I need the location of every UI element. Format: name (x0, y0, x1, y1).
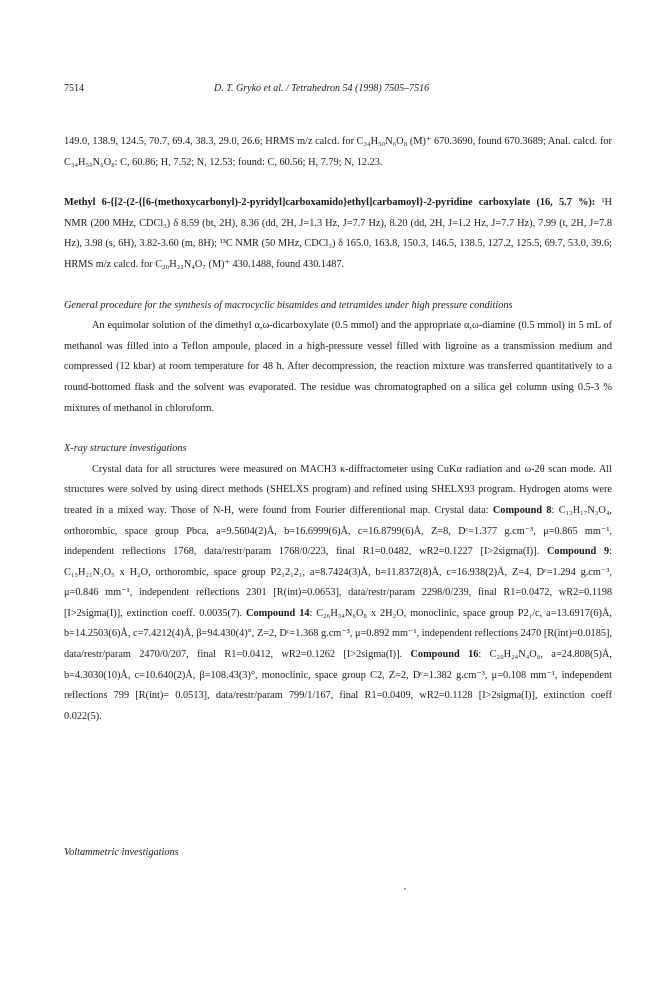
xray-heading: X-ray structure investigations (64, 443, 187, 455)
general-procedure-paragraph: An equimolar solution of the dimethyl α,ω-dicarboxylate (0.5 mmol) and the appropriate α,ω-diamine (0.5 mmol) in 5 mL of methanol was filled into a Teflon ampoule, placed in a high-pressure vessel filled with ligroine as a transmission medium and compressed (12 kbar) at room temperature for 48 h. After decompression, the reaction mixture was transferred quantitatively to a round-bottomed flask and the solvent was evaporated. The residue was chromatographed on a silica gel column using 0.5-3 % mixtures of methanol in chloroform. (64, 320, 612, 414)
voltammetric-heading: Voltammetric investigations (64, 847, 179, 859)
compound-data: ¹H NMR (200 MHz, CDCl₃) δ 8.59 (bt, 2H), 8.36 (dd, 2H, J=1.3 Hz, J=7.7 Hz), 8.20 (dd, 2H, J=1.2 Hz, J=7.7 Hz), 7.99 (t, 2H, J=7.8 Hz), 3.98 (s, 6H), 3.82-3.60 (m, 8H); ¹³C NMR (50 MHz, CDCl₃) δ 165.0, 163.8, 150.3, 146.5, 138.5, 127.2, 125.5, 69.7, 53.0, 39.6; HRMS m/z calcd. for C₂₀H₂₂N₄O₇ (M)⁺ 430.1488, found 430.1487. (64, 197, 612, 270)
compound-16-data: : C₂₀H₂₄N₄O₈, a=24.808(5)Å, b=4.3030(10)Å, c=10.640(2)Å, β=108.43(3)°, monoclinic, space group C2, Z=2, Dᶜ=1.382 g.cm⁻³, μ=0.108 mm⁻¹, independent reflections 799 [R(int)= 0.0513], data/restr/param 799/1/167, final R1=0.0409, wR2=0.1128 [I>2sigma(I)], extinction coeff 0.022(5). (64, 649, 612, 722)
xray-paragraph (64, 460, 612, 728)
page-header (64, 83, 612, 99)
compound-9-data: : C₁₅H₂₁N₃O₅ x H₂O, orthorombic, space group P2₁2₁2₁, a=8.7424(3)Å, b=11.8372(8)Å, c=16.938(2)Å, Z=4, Dᶜ=1.294 g.cm⁻³, μ=0.846 mm⁻¹, independent reflections 2301 [R(int)=0.0653], data/restr/param 2298/0/239, final R1=0.0472, wR2=0.1198 [I>2sigma(I)], extinction coeff. 0.0035(7). (64, 546, 612, 619)
compound-14-label: Compound 14 (246, 607, 310, 619)
running-title: D. T. Gryko et al. / Tetrahedron 54 (1998) 7505–7516 (214, 83, 430, 94)
compound-8-data: : C₁₃H₁₇N₃O₄, orthorombic, space group Pbca, a=9.5604(2)Å, b=16.6999(6)Å, c=16.8799(6)Å, Z=8, Dᶜ=1.377 g.cm⁻³, μ=0.865 mm⁻¹, independent reflections 1768, data/restr/param 1768/0/223, final R1=0.0482, wR2=0.1227 [I>2sigma(I)]. (64, 504, 612, 558)
compound-8-label: Compound 8 (492, 504, 552, 516)
continued-paragraph: 149.0, 138.9, 124.5, 70.7, 69.4, 38.3, 29.0, 26.6; HRMS m/z calcd. for C₃₄H₅₀N₆O₈ (M)⁺ 670.3690, found 670.3689; Anal. calcd. for C₃₄H₅₀N₆O₈: C, 60.86; H, 7.52; N, 12.53; found: C, 60.56; H, 7.79; N, 12.23. (64, 136, 612, 168)
page-number: 7514 (64, 83, 84, 94)
xray-intro: Crystal data for all structures were measured on MACH3 κ-diffractometer using CuKα radiation and ω-2θ scan mode. All structures were solved by using direct methods (SHELXS program) and refined using SHELX93 program. Hydrogen atoms were treated in a mixed way. Those of N-H, were found from Fourier differentional map. Crystal data: (64, 463, 612, 516)
compound-9-label: Compound 9 (546, 546, 610, 558)
stray-mark (404, 888, 406, 890)
compound-16-paragraph (64, 193, 612, 275)
compound-label: (16, 5.7 %): (536, 197, 596, 209)
general-procedure-heading: General procedure for the synthesis of macrocyclic bisamides and tetramides under high pressure conditions (64, 299, 513, 311)
body-text (64, 132, 612, 864)
compound-16-label: Compound 16 (410, 649, 479, 661)
compound-title: Methyl 6-{[2-(2-{[6-(methoxycarbonyl)-2-pyridyl]carboxamido}ethyl]carbamoyl}-2-pyridine carboxylate (64, 197, 531, 209)
compound-14-data: : C₂₆H₃₄N₆O₈ x 2H₂O, monoclinic, space group P2₁/c, a=13.6917(6)Å, b=14.2503(6)Å, c=7.4212(4)Å, β=94.430(4)°, Z=2, Dᶜ=1.368 g.cm⁻³, μ=0.892 mm⁻¹, independent reflections 2470 [R(int)=0.0185], data/restr/param 2470/0/207, final R1=0.0412, wR2=0.1262 [I>2sigma(I)]. (64, 607, 612, 661)
